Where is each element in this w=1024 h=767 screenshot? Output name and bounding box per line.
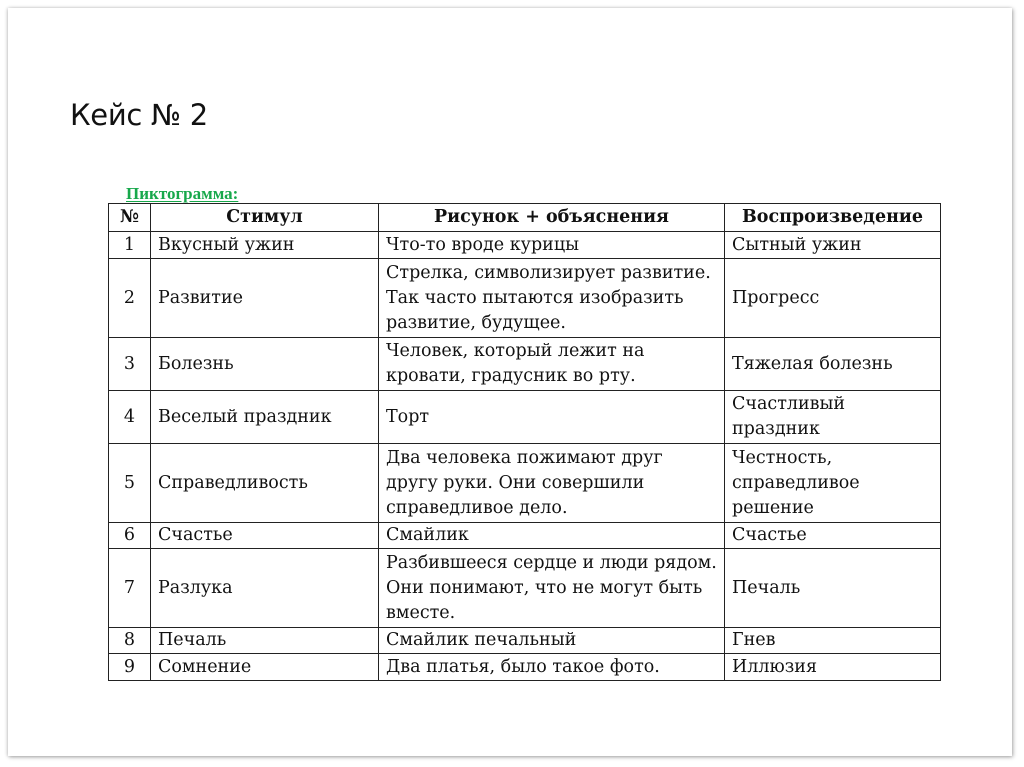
table-row — [109, 391, 941, 444]
table-header-row — [109, 204, 941, 232]
table-row — [109, 628, 941, 654]
table-row — [109, 549, 941, 628]
pictogram-table — [108, 203, 941, 681]
row-reproduction: Тяжелая болезнь — [725, 338, 941, 391]
row-number: 9 — [109, 654, 151, 681]
slide-title: Кейс № 2 — [70, 98, 208, 132]
row-stimulus: Счастье — [151, 523, 379, 549]
header-drawing: Рисунок + объяснения — [379, 204, 725, 232]
row-number: 2 — [109, 259, 151, 338]
row-drawing: Стрелка, символизирует развитие. Так часто пытаются изобразить развитие, будущее. — [379, 259, 725, 338]
row-reproduction: Честность, справедливое решение — [725, 444, 941, 523]
table-row — [109, 338, 941, 391]
row-stimulus: Справедливость — [151, 444, 379, 523]
row-number: 5 — [109, 444, 151, 523]
row-stimulus: Веселый праздник — [151, 391, 379, 444]
table-row — [109, 654, 941, 681]
table-row — [109, 259, 941, 338]
row-drawing: Смайлик — [379, 523, 725, 549]
header-stimulus: Стимул — [151, 204, 379, 232]
row-stimulus: Болезнь — [151, 338, 379, 391]
row-number: 7 — [109, 549, 151, 628]
row-drawing: Смайлик печальный — [379, 628, 725, 654]
row-drawing: Два человека пожимают друг другу руки. Они совершили справедливое дело. — [379, 444, 725, 523]
row-drawing: Два платья, было такое фото. — [379, 654, 725, 681]
table-row — [109, 523, 941, 549]
row-reproduction: Печаль — [725, 549, 941, 628]
table-row — [109, 232, 941, 259]
row-number: 4 — [109, 391, 151, 444]
row-number: 3 — [109, 338, 151, 391]
row-stimulus: Вкусный ужин — [151, 232, 379, 259]
row-reproduction: Сытный ужин — [725, 232, 941, 259]
row-number: 6 — [109, 523, 151, 549]
row-reproduction: Гнев — [725, 628, 941, 654]
header-number: № — [109, 204, 151, 232]
row-stimulus: Разлука — [151, 549, 379, 628]
row-drawing: Разбившееся сердце и люди рядом. Они понимают, что не могут быть вместе. — [379, 549, 725, 628]
table-caption: Пиктограмма: — [126, 184, 239, 203]
row-reproduction: Счастье — [725, 523, 941, 549]
header-reproduction: Воспроизведение — [725, 204, 941, 232]
row-stimulus: Сомнение — [151, 654, 379, 681]
row-drawing: Торт — [379, 391, 725, 444]
row-reproduction: Иллюзия — [725, 654, 941, 681]
row-stimulus: Печаль — [151, 628, 379, 654]
row-reproduction: Счастливый праздник — [725, 391, 941, 444]
row-drawing: Что-то вроде курицы — [379, 232, 725, 259]
row-number: 1 — [109, 232, 151, 259]
row-stimulus: Развитие — [151, 259, 379, 338]
table-row — [109, 444, 941, 523]
row-number: 8 — [109, 628, 151, 654]
row-reproduction: Прогресс — [725, 259, 941, 338]
row-drawing: Человек, который лежит на кровати, градусник во рту. — [379, 338, 725, 391]
